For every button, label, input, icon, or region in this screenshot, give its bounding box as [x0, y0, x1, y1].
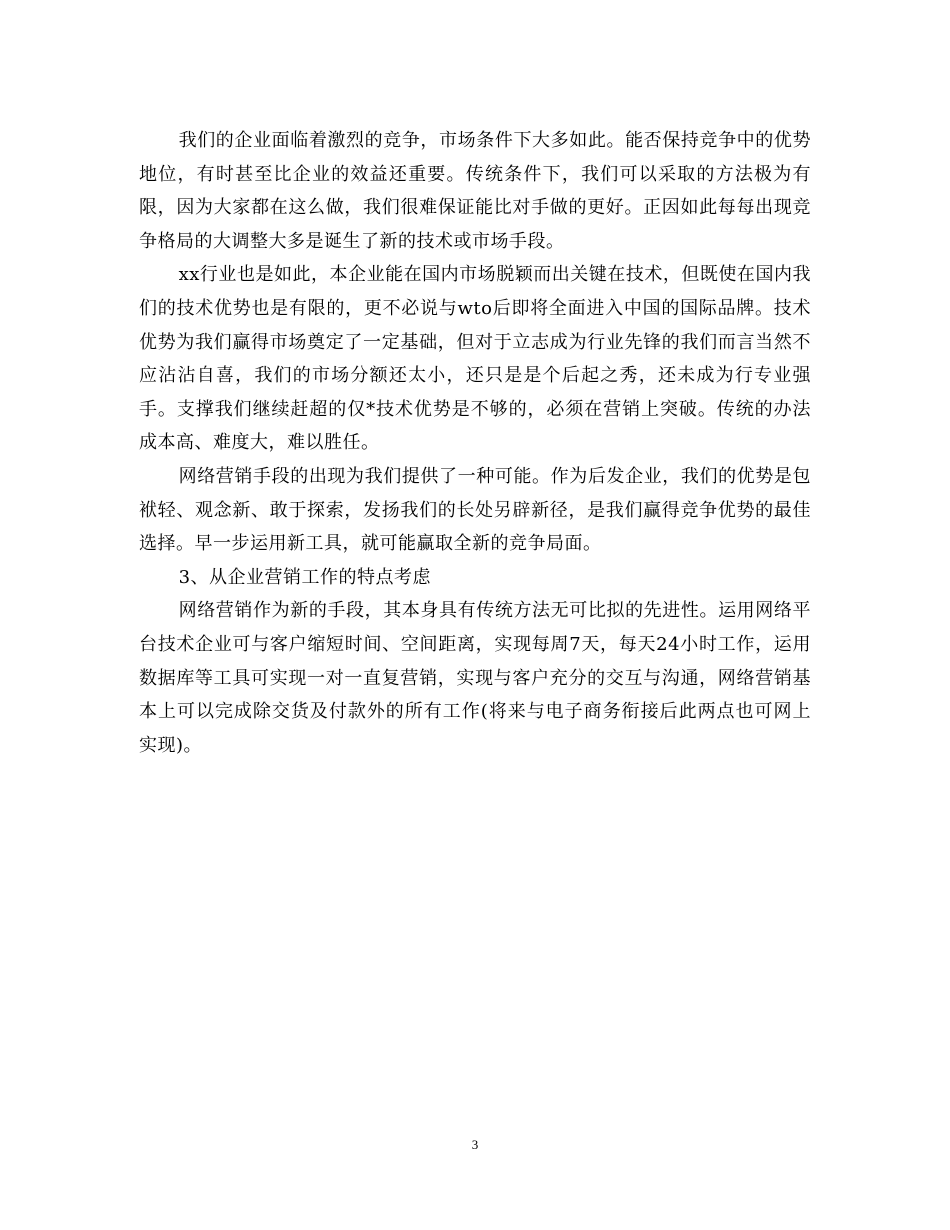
paragraph-industry-technology: xx行业也是如此，本企业能在国内市场脱颖而出关键在技术，但既使在国内我们的技术优势也是有限的，更不必说与wto后即将全面进入中国的国际品牌。技术优势为我们赢得市场奠定了一定基础，但对于立志成为行业先锋的我们而言当然不应沾沾自喜，我们的市场分额还太小，还只是是个后起之秀，还未成为行专业强手。支撑我们继续赶超的仅*技术优势是不够的，必须在营销上突破。传统的办法成本高、难度大，难以胜任。 — [139, 264, 811, 454]
paragraph-network-marketing-advantages: 网络营销作为新的手段，其本身具有传统方法无可比拟的先进性。运用网络平台技术企业可与客户缩短时间、空间距离，实现每周7天，每天24小时工作，运用数据库等工具可实现一对一直复营销，实现与客户充分的交互与沟通，网络营销基本上可以完成除交货及付款外的所有工作(将来与电子商务衔接后此两点也可网上实现)。 — [139, 600, 811, 756]
paragraph-network-marketing-opportunity: 网络营销手段的出现为我们提供了一种可能。作为后发企业，我们的优势是包袱轻、观念新、敢于探索，发扬我们的长处另辟新径，是我们赢得竞争优势的最佳选择。早一步运用新工具，就可能赢取全新的竞争局面。 — [139, 465, 811, 555]
section-heading: 3、从企业营销工作的特点考虑 — [178, 566, 432, 588]
page-number: 3 — [471, 1137, 479, 1152]
paragraph-competition: 我们的企业面临着激烈的竞争，市场条件下大多如此。能否保持竞争中的优势地位，有时甚至比企业的效益还重要。传统条件下，我们可以采取的方法极为有限，因为大家都在这么做，我们很难保证能比对手做的更好。正因如此每每出现竞争格局的大调整大多是诞生了新的技术或市场手段。 — [139, 130, 811, 252]
body-text — [139, 124, 811, 762]
